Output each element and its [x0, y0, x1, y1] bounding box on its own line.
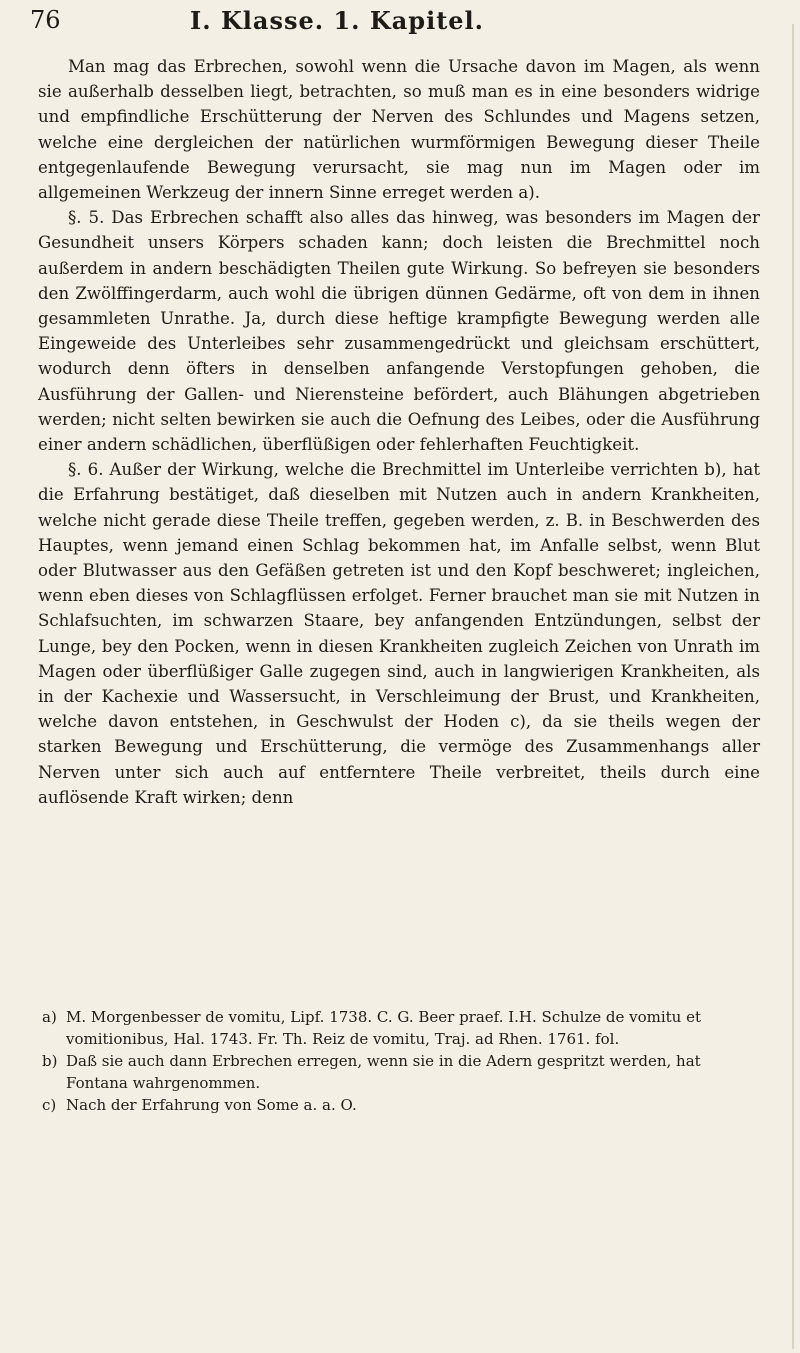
paragraph-section-6: §. 6. Außer der Wirkung, welche die Brechmittel im Unterleibe verrichten b), hat die Erfahrung bestätiget, daß dieselben mit Nutzen auch in andern Krankheiten, welche nicht gerade diese Theile treffen, gegeben werden, z. B. in Beschwerden des Hauptes, wenn jemand einen Schlag bekommen hat, im Anfalle selbst, wenn Blut oder Blutwasser aus den Gefäßen getreten ist und den Kopf beschweret; ingleichen, wenn eben dieses von Schlagflüssen erfolget. Ferner brauchet man sie mit Nutzen in Schlafsuchten, im schwarzen Staare, bey anfangenden Entzündungen, selbst der Lunge, bey den Pocken, wenn in diesen Krankheiten zugleich Zeichen von Unrath im Magen oder überflüßiger Galle zugegen sind, auch in langwierigen Krankheiten, als in der Kachexie und Wassersucht, in Verschleimung der Brust, und Krankheiten, welche davon entstehen, in Geschwulst der Hoden c), da sie theils wegen der starken Bewegung und Erschütterung, die vermöge des Zusammenhangs aller Nerven unter sich auch auf entferntere Theile verbreitet, theils durch eine auflösende Kraft wirken; denn: [38, 460, 760, 807]
paragraph-intro: Man mag das Erbrechen, sowohl wenn die Ursache davon im Magen, als wenn sie außerhalb desselben liegt, betrachten, so muß man es in eine besonders widrige und empfindliche Erschütterung der Nerven des Schlundes und Magens setzen, welche eine dergleichen der natürlichen wurmförmigen Bewegung dieser Theile entgegenlaufende Bewegung verursacht, sie mag nun im Magen oder im allgemeinen Werkzeug der innern Sinne erreget werden a).: [38, 57, 760, 203]
footnote-text: Nach der Erfahrung von Some a. a. O.: [66, 1096, 357, 1114]
running-head: I. Klasse. 1. Kapitel.: [190, 6, 485, 35]
main-text: [38, 54, 760, 810]
footnote-marker: c): [42, 1096, 57, 1114]
footnote-text: Daß sie auch dann Erbrechen erregen, wenn sie in die Adern gespritzt werden, hat Fontana wahrgenommen.: [66, 1052, 701, 1092]
footnote-marker: b): [42, 1052, 58, 1070]
footnote-marker: a): [42, 1008, 57, 1026]
footnote-c: [42, 1094, 762, 1116]
page-edge-shadow: [792, 24, 794, 1349]
footnote-b: [42, 1050, 762, 1094]
footnotes: [42, 1006, 762, 1116]
page-header: [30, 4, 780, 38]
page-number: 76: [30, 6, 61, 34]
footnote-text: M. Morgenbesser de vomitu, Lipf. 1738. C. G. Beer praef. I.H. Schulze de vomitu et vomitionibus, Hal. 1743. Fr. Th. Reiz de vomitu, Traj. ad Rhen. 1761. fol.: [66, 1008, 702, 1048]
paragraph-section-5: §. 5. Das Erbrechen schafft also alles das hinweg, was besonders im Magen der Gesundheit unsers Körpers schaden kann; doch leisten die Brechmittel noch außerdem in andern beschädigten Theilen gute Wirkung. So befreyen sie besonders den Zwölffingerdarm, auch wohl die übrigen dünnen Gedärme, oft von dem in ihnen gesammleten Unrathe. Ja, durch diese heftige krampfigte Bewegung werden alle Eingeweide des Unterleibes sehr zusammengedrückt und gleichsam erschüttert, wodurch denn öfters in denselben anfangende Verstopfungen gehoben, die Ausführung der Gallen- und Nierensteine befördert, auch Blähungen abgetrieben werden; nicht selten bewirken sie auch die Oefnung des Leibes, oder die Ausführung einer andern schädlichen, überflüßigen oder fehlerhaften Feuchtigkeit.: [38, 208, 760, 455]
footnote-a: [42, 1006, 762, 1050]
